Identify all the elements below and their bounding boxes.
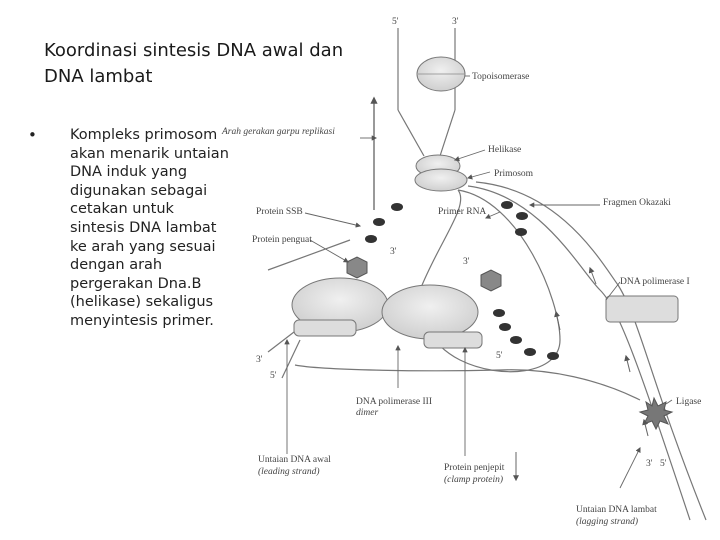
label-5prime-mid: 5' (496, 351, 503, 361)
label-dna-polimerase-i: DNA polimerase I (620, 277, 690, 287)
slide-title: Koordinasi sintesis DNA awal dan DNA lambat (44, 40, 344, 87)
label-3prime-top: 3' (452, 17, 459, 27)
label-lagging-line1: Untaian DNA lambat (576, 505, 657, 515)
clamp-left (294, 320, 356, 336)
label-ligase: Ligase (676, 397, 702, 407)
label-clamp-line1: Protein penjepit (444, 463, 505, 473)
label-3prime-bottom: 3' (646, 459, 653, 469)
label-primosom: Primosom (494, 169, 534, 179)
label-protein-ssb: Protein SSB (256, 207, 303, 217)
label-3prime-mid-right: 3' (463, 257, 470, 267)
label-pol-iii-line1: DNA polimerase III (356, 397, 432, 407)
label-fork-direction: Arah gerakan garpu replikasi (222, 127, 335, 137)
label-leading-line1: Untaian DNA awal (258, 455, 331, 465)
bullet-text: Kompleks primosom akan menarik untaian DNA induk yang digunakan sebagai cetakan untuk sintesis DNA lambat ke arah yang sesuai dengan arah pergerakan Dna.B (helikase) sekaligus menyintesis primer. (70, 127, 229, 329)
clamp-right (424, 332, 482, 348)
label-pol-iii-line2: dimer (356, 408, 379, 418)
label-5prime-top: 5' (392, 17, 399, 27)
clamp-loader-left (347, 257, 367, 278)
label-5prime-left: 5' (270, 371, 277, 381)
parental-dna (398, 28, 455, 156)
bullet-marker: • (28, 126, 37, 144)
clamp-loader-right (481, 270, 501, 291)
label-primer-rna: Primer RNA (438, 207, 487, 217)
label-lagging-line2: (lagging strand) (576, 517, 639, 527)
primosome-shape (415, 169, 467, 191)
label-topoisomerase: Topoisomerase (472, 72, 530, 82)
label-clamp-line2: (clamp protein) (444, 475, 504, 485)
label-fragmen-okazaki: Fragmen Okazaki (603, 198, 671, 208)
label-leading-line2: (leading strand) (258, 467, 320, 477)
label-5prime-bottom: 5' (660, 459, 667, 469)
label-helikase: Helikase (488, 145, 522, 155)
pol-i-box (606, 296, 678, 322)
label-protein-penguat: Protein penguat (252, 235, 312, 245)
label-3prime-mid-left: 3' (390, 247, 397, 257)
pol-iii-right (382, 285, 478, 339)
label-3prime-left: 3' (256, 355, 263, 365)
